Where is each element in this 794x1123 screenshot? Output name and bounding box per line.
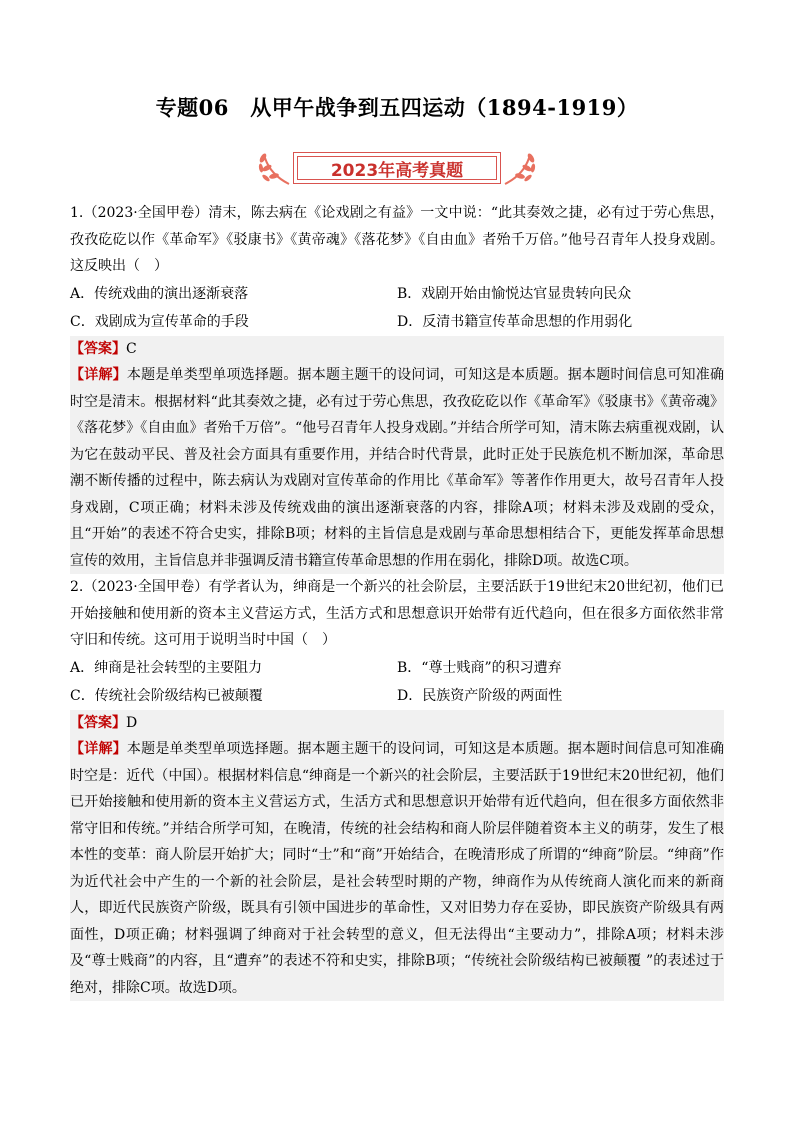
option-list <box>70 654 724 710</box>
question-item <box>70 200 724 574</box>
section-banner <box>255 148 539 188</box>
answer-tag: 【答案】 <box>70 340 126 357</box>
detail-tag: 【详解】 <box>70 741 127 757</box>
option-b: B．戏剧开始由愉悦达官显贵转向民众 <box>397 285 632 302</box>
detail-text: 本题是单类型单项选择题。据本题主题干的设问词，可知这是本质题。据本题时间信息可知准确时空是：近代（中国）。根据材料信息“绅商是一个新兴的社会阶层，主要活跃于19世纪末20世纪初，他们已开始接触和使用新的资本主义营运方式，生活方式和思想意识开始带有近代趋向，但在很多方面依然非常守旧和传统。”并结合所学可知，在晚清，传统的社会结构和商人阶层伴随着资本主义的萌芽，发生了根本性的变革：商人阶层开始扩大；同时“士”和“商”开始结合，在晚清形成了所谓的“绅商”阶层。“绅商”作为近代社会中产生的一个新的社会阶层，是社会转型时期的产物，绅商作为从传统商人演化而来的新商人，即近代民族资产阶级，既具有引领中国进步的革命性，又对旧势力存在妥协，即民族资产阶级具有两面性，D项正确；材料强调了绅商对于社会转型的意义，但无法得出“主要动力”，排除A项；材料未涉及“尊士贱商”的内容，且“遭弃”的表述不符和史实，排除B项；“传统社会阶级结构已被颠覆 ”的表述过于绝对，排除C项。故选D项。 <box>70 741 724 996</box>
banner-label: 2023年高考真题 <box>297 156 497 180</box>
detail-tag: 【详解】 <box>70 367 127 383</box>
answer-value: D <box>126 714 138 731</box>
option-c: C．戏剧成为宣传革命的手段 <box>70 313 249 330</box>
answer-line <box>70 336 724 363</box>
detail-text: 本题是单类型单项选择题。据本题主题干的设问词，可知这是本质题。据本题时间信息可知准确时空是清末。根据材料“此其奏效之捷，必有过于劳心焦思，孜孜矻矻以作《革命军》《驳康书》《黄帝魂》《落花梦》《自由血》者殆千万倍”。“他号召青年人投身戏剧。”并结合所学可知，清末陈去病重视戏剧，认为它在鼓动平民、普及社会方面具有重要作用，并结合时代背景，此时正处于民族危机不断加深，革命思潮不断传播的过程中，陈去病认为戏剧对宣传革命的作用比《革命军》等著作作用更大，故号召青年人投身戏剧，C项正确；材料未涉及传统戏曲的演出逐渐衰落的内容，排除A项；材料未涉及戏剧的受众，且“开始”的表述不符合史实，排除B项；材料的主旨信息是戏剧与革命思想相结合下，更能发挥革命思想宣传的效用，主旨信息并非强调反清书籍宣传革命思想的作用在弱化，排除D项。故选C项。 <box>70 367 724 569</box>
option-a: A．绅商是社会转型的主要阻力 <box>70 659 263 676</box>
detail-paragraph <box>70 362 724 574</box>
answer-value: C <box>126 340 137 357</box>
question-list <box>70 200 724 1001</box>
option-a: A．传统戏曲的演出逐渐衰落 <box>70 285 249 302</box>
detail-paragraph <box>70 736 724 1001</box>
question-stem: 1.（2023·全国甲卷）清末，陈去病在《论戏剧之有益》一文中说：“此其奏效之捷，必有过于劳心焦思，孜孜矻矻以作《革命军》《驳康书》《黄帝魂》《落花梦》《自由血》者殆千万倍。”他号召青年人投身戏剧。这反映出（ ） <box>70 205 724 274</box>
answer-block <box>70 336 724 575</box>
answer-tag: 【答案】 <box>70 714 126 731</box>
question-stem: 2.（2023·全国甲卷）有学者认为，绅商是一个新兴的社会阶层，主要活跃于19世纪末20世纪初，他们已开始接触和使用新的资本主义营运方式，生活方式和思想意识开始带有近代趋向，但在很多方面依然非常守旧和传统。这可用于说明当时中国（ ） <box>70 579 724 648</box>
option-d: D．反清书籍宣传革命思想的作用弱化 <box>397 313 633 330</box>
option-b: B．“尊士贱商”的积习遭弃 <box>397 659 562 676</box>
question-item <box>70 574 724 1001</box>
option-c: C．传统社会阶级结构已被颠覆 <box>70 687 263 704</box>
option-list <box>70 280 724 336</box>
page-title: 专题06 从甲午战争到五四运动（1894-1919） <box>155 95 639 120</box>
banner-frame <box>293 152 501 184</box>
option-d: D．民族资产阶级的两面性 <box>397 687 563 704</box>
answer-block <box>70 710 724 1002</box>
answer-line <box>70 710 724 737</box>
